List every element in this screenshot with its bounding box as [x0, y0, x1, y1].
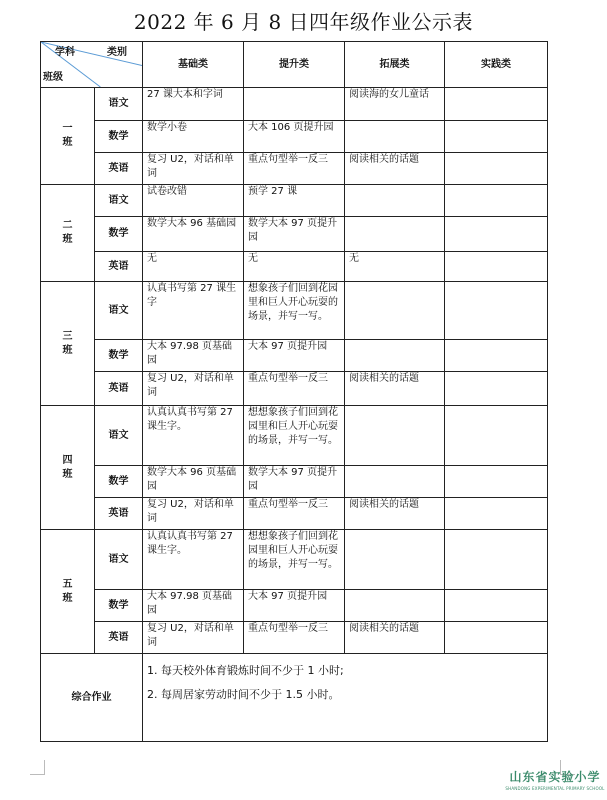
cell-extend: [345, 185, 445, 217]
cell-practice: [445, 88, 548, 121]
table-row: [41, 622, 548, 654]
cell-practice: [445, 252, 548, 282]
cell-improve: 大本 97 页提升园: [244, 590, 345, 622]
class-label-char: 班: [62, 592, 73, 604]
class-label-1: [41, 88, 95, 185]
subject-chinese: 语文: [95, 88, 143, 121]
cell-basic: 认真认真书写第 27 课生字。: [143, 406, 244, 466]
cell-basic: 无: [143, 252, 244, 282]
school-logo-english: SHANDONG EXPERIMENTAL PRIMARY SCHOOL: [505, 786, 605, 791]
subject-chinese: 语文: [95, 282, 143, 340]
crop-mark-left: [30, 760, 45, 775]
subject-math: 数学: [95, 466, 143, 498]
cell-practice: [445, 530, 548, 590]
cell-improve: 数学大本 97 页提升园: [244, 466, 345, 498]
subject-english: 英语: [95, 252, 143, 282]
cell-practice: [445, 153, 548, 185]
subject-math: 数学: [95, 121, 143, 153]
class-label-char: 班: [62, 137, 73, 148]
cell-practice: [445, 406, 548, 466]
cell-practice: [445, 340, 548, 372]
cell-improve: 重点句型举一反三: [244, 153, 345, 185]
cell-practice: [445, 590, 548, 622]
cell-basic: 复习 U2，对话和单词: [143, 153, 244, 185]
cell-practice: [445, 121, 548, 153]
cell-improve: 数学大本 97 页提升园: [244, 217, 345, 252]
cell-basic: 认真书写第 27 课生字: [143, 282, 244, 340]
comprehensive-item: 1. 每天校外体育锻炼时间不少于 1 小时;: [147, 664, 344, 677]
class-label-3: [41, 282, 95, 406]
table-row: [41, 282, 548, 340]
cell-improve: 重点句型举一反三: [244, 622, 345, 654]
cell-extend: [345, 121, 445, 153]
comprehensive-label: 综合作业: [41, 654, 143, 742]
table-row: [41, 185, 548, 217]
class-label-char: 五: [62, 578, 73, 590]
cell-extend: [345, 590, 445, 622]
class-label-5: [41, 530, 95, 654]
cell-improve: 大本 97 页提升园: [244, 340, 345, 372]
cell-extend: [345, 340, 445, 372]
table-row: [41, 252, 548, 282]
corner-label-subject: 学科: [55, 47, 75, 58]
cell-extend: 阅读海的女儿童话: [345, 88, 445, 121]
subject-math: 数学: [95, 217, 143, 252]
subject-chinese: 语文: [95, 406, 143, 466]
cell-basic: 复习 U2，对话和单词: [143, 622, 244, 654]
table-row: [41, 340, 548, 372]
cell-basic: 大本 97.98 页基础园: [143, 590, 244, 622]
subject-chinese: 语文: [95, 530, 143, 590]
cell-extend: [345, 406, 445, 466]
cell-improve: 预学 27 课: [244, 185, 345, 217]
cell-extend: 阅读相关的话题: [345, 153, 445, 185]
cell-practice: [445, 372, 548, 406]
class-label-char: 四: [62, 454, 73, 466]
cell-basic: 大本 97.98 页基础园: [143, 340, 244, 372]
cell-practice: [445, 622, 548, 654]
cell-basic: 认真认真书写第 27 课生字。: [143, 530, 244, 590]
col-header-improve: 提升类: [244, 42, 345, 88]
cell-extend: 阅读相关的话题: [345, 372, 445, 406]
page-title: 2022 年 6 月 8 日四年级作业公示表: [133, 10, 474, 34]
class-label-char: 班: [62, 234, 73, 245]
subject-english: 英语: [95, 153, 143, 185]
class-label-char: 班: [62, 344, 73, 356]
subject-english: 英语: [95, 372, 143, 406]
subject-math: 数学: [95, 340, 143, 372]
comprehensive-row: [41, 654, 548, 742]
class-label-char: 三: [62, 330, 73, 342]
table-row: [41, 372, 548, 406]
subject-english: 英语: [95, 622, 143, 654]
table-row: [41, 121, 548, 153]
cell-improve: 重点句型举一反三: [244, 372, 345, 406]
cell-basic: 复习 U2，对话和单词: [143, 372, 244, 406]
table-row: [41, 153, 548, 185]
class-label-4: [41, 406, 95, 530]
cell-practice: [445, 282, 548, 340]
col-header-extend: 拓展类: [345, 42, 445, 88]
table-row: [41, 530, 548, 590]
cell-practice: [445, 498, 548, 530]
class-label-char: 一: [62, 123, 73, 134]
cell-basic: 数学大本 96 基础园: [143, 217, 244, 252]
header-row: [41, 42, 548, 88]
header-corner-cell: [41, 42, 143, 88]
cell-basic: 试卷改错: [143, 185, 244, 217]
cell-improve: 想想象孩子们回到花园里和巨人开心玩耍的场景，并写一写。: [244, 530, 345, 590]
class-label-char: 二: [62, 220, 73, 231]
col-header-practice: 实践类: [445, 42, 548, 88]
table-row: [41, 217, 548, 252]
homework-table: [40, 41, 548, 742]
corner-label-class: 班级: [43, 72, 63, 83]
cell-improve: 重点句型举一反三: [244, 498, 345, 530]
cell-extend: [345, 217, 445, 252]
cell-basic: 复习 U2，对话和单词: [143, 498, 244, 530]
corner-label-category: 类别: [107, 47, 127, 58]
subject-math: 数学: [95, 590, 143, 622]
cell-extend: 无: [345, 252, 445, 282]
comprehensive-item: 2. 每周居家劳动时间不少于 1.5 小时。: [147, 688, 340, 701]
cell-practice: [445, 217, 548, 252]
school-logo: [505, 768, 605, 791]
cell-improve: 想象孩子们回到花园里和巨人开心玩耍的场景，并写一写。: [244, 282, 345, 340]
col-header-basic: 基础类: [143, 42, 244, 88]
subject-english: 英语: [95, 498, 143, 530]
cell-practice: [445, 466, 548, 498]
cell-basic: 数学大本 96 页基础园: [143, 466, 244, 498]
cell-extend: [345, 466, 445, 498]
cell-improve: 想想象孩子们回到花园里和巨人开心玩耍的场景，并写一写。: [244, 406, 345, 466]
table-row: [41, 466, 548, 498]
cell-improve: 大本 106 页提升园: [244, 121, 345, 153]
cell-basic: 数学小卷: [143, 121, 244, 153]
table-row: [41, 88, 548, 121]
cell-practice: [445, 185, 548, 217]
class-label-char: 班: [62, 468, 73, 480]
cell-improve: 无: [244, 252, 345, 282]
subject-chinese: 语文: [95, 185, 143, 217]
table-row: [41, 498, 548, 530]
class-label-2: [41, 185, 95, 282]
school-logo-name: 山东省实验小学: [509, 770, 601, 784]
table-row: [41, 406, 548, 466]
cell-extend: [345, 530, 445, 590]
cell-extend: 阅读相关的话题: [345, 622, 445, 654]
cell-extend: [345, 282, 445, 340]
table-row: [41, 590, 548, 622]
comprehensive-content: [143, 654, 548, 742]
cell-extend: 阅读相关的话题: [345, 498, 445, 530]
cell-improve: [244, 88, 345, 121]
cell-basic: 27 课大本和字词: [143, 88, 244, 121]
